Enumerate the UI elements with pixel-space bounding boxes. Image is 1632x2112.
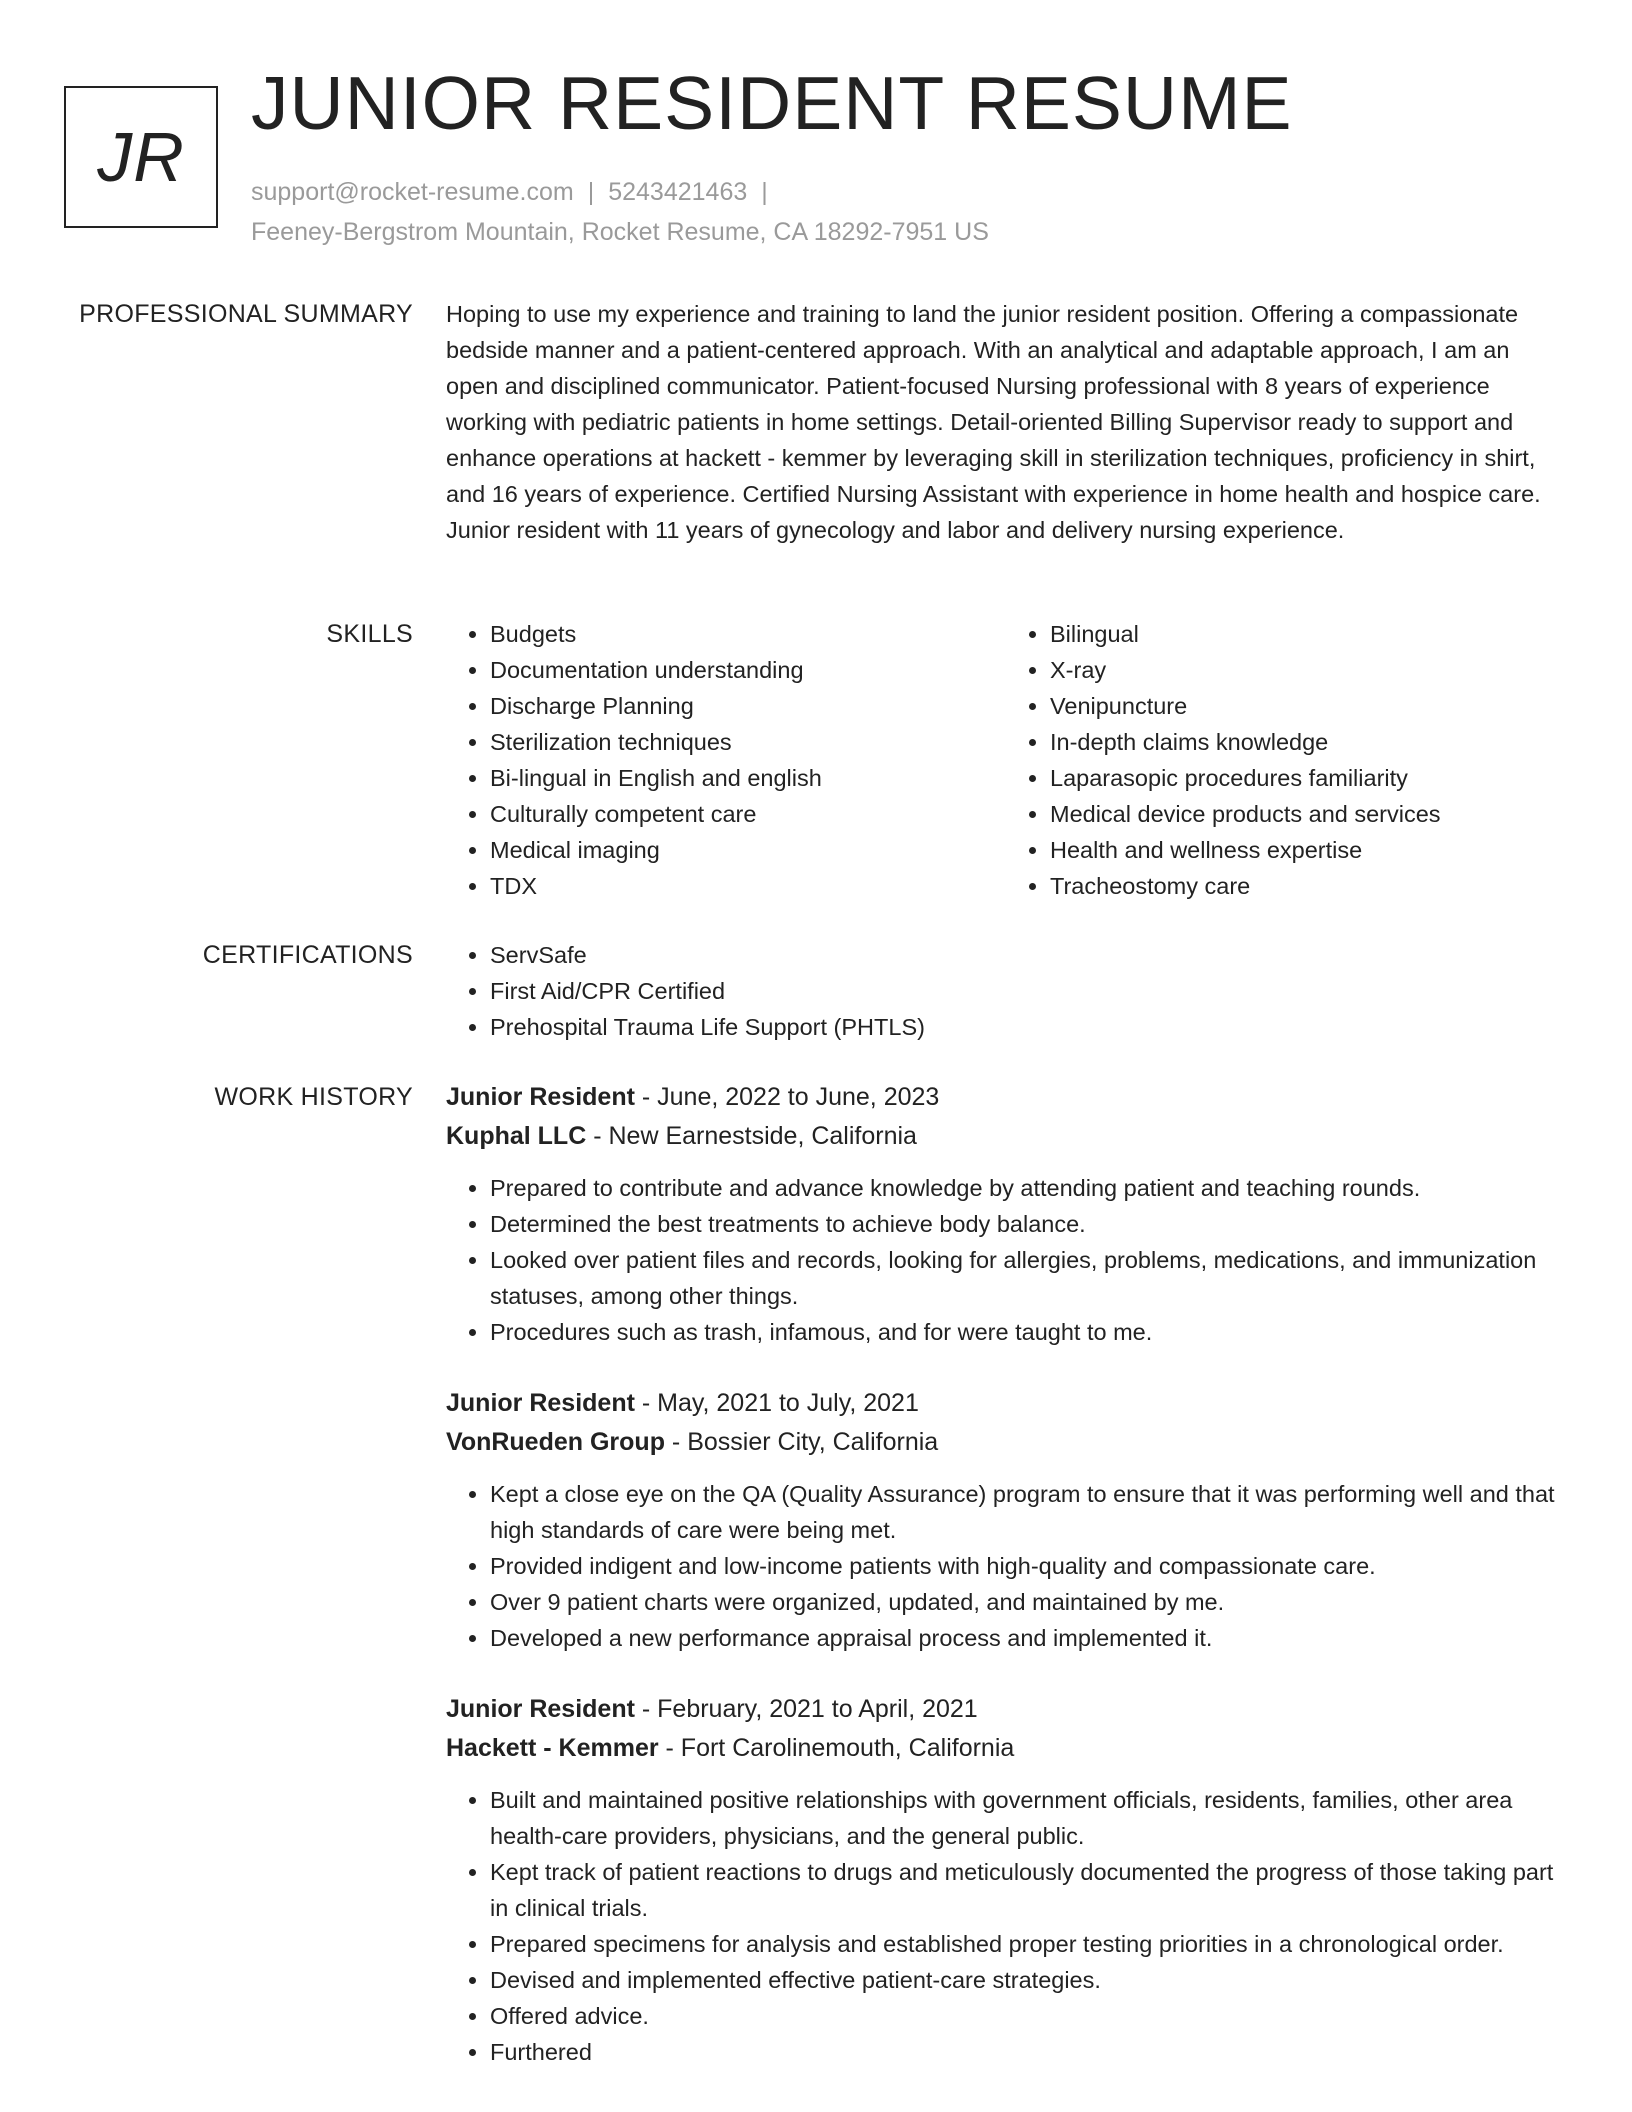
job-bullet: • Kept track of patient reactions to drugs and meticulously documented the progress of those taking part in clinical trials. <box>490 1854 1566 1926</box>
job-bullet: • Provided indigent and low-income patients with high-quality and compassionate care. <box>490 1548 1566 1584</box>
job-responsibilities <box>446 1476 1566 1656</box>
skill-item: • Health and wellness expertise <box>1050 832 1566 868</box>
skills-columns <box>446 616 1566 904</box>
job-responsibilities <box>446 1782 1566 2070</box>
job-dates: - June, 2022 to June, 2023 <box>634 1083 940 1111</box>
job-bullet: • Procedures such as trash, infamous, and for were taught to me. <box>490 1314 1566 1350</box>
monogram-initials: JR <box>64 86 218 228</box>
job-location: - Bossier City, California <box>664 1428 939 1456</box>
contact-line-1 <box>251 172 989 212</box>
job-title-line <box>446 1690 1566 1729</box>
resume-title: JUNIOR RESIDENT RESUME <box>251 61 1293 145</box>
job-bullet: • Offered advice. <box>490 1998 1566 2034</box>
job-bullet: • Prepared specimens for analysis and established proper testing priorities in a chronological order. <box>490 1926 1566 1962</box>
job-bullet: • Over 9 patient charts were organized, updated, and maintained by me. <box>490 1584 1566 1620</box>
job-entry <box>446 1690 1566 2070</box>
job-bullet: • Kept a close eye on the QA (Quality Assurance) program to ensure that it was performing well and that high standards of care were being met. <box>490 1476 1566 1548</box>
job-bullet: • Developed a new performance appraisal process and implemented it. <box>490 1620 1566 1656</box>
job-bullet: • Devised and implemented effective patient-care strategies. <box>490 1962 1566 1998</box>
skills-list-right <box>1006 616 1566 904</box>
job-title-line <box>446 1078 1566 1117</box>
skill-item: • Medical imaging <box>490 832 1006 868</box>
job-company: Kuphal LLC <box>446 1122 587 1150</box>
skill-item: • Budgets <box>490 616 1006 652</box>
summary-text: Hoping to use my experience and training to land the junior resident position. Offering a compassionate bedside manner and a patient-centered approach. With an analytical and adaptable approach, I am an open and disciplined communicator. Patient-focused Nursing professional with 8 years of experience working with pediatric patients in home settings. Detail-oriented Billing Supervisor ready to support and enhance operations at hackett - kemmer by leveraging skill in sterilization techniques, proficiency in shirt, and 16 years of experience. Certified Nursing Assistant with experience in home health and hospice care. Junior resident with 11 years of gynecology and labor and delivery nursing experience. <box>446 301 1541 543</box>
skill-item: • Bi-lingual in English and english <box>490 760 1006 796</box>
contact-email: support@rocket-resume.com <box>251 178 574 206</box>
skill-item: • Venipuncture <box>1050 688 1566 724</box>
work-history-body <box>446 1078 1566 2104</box>
job-title: Junior Resident <box>446 1389 635 1417</box>
job-company: Hackett - Kemmer <box>446 1734 659 1762</box>
job-company-line <box>446 1423 1566 1462</box>
job-company-line <box>446 1729 1566 1768</box>
certification-item: • First Aid/CPR Certified <box>490 973 1566 1009</box>
skill-item: • Culturally competent care <box>490 796 1006 832</box>
skill-item: • Discharge Planning <box>490 688 1006 724</box>
skill-item: • Medical device products and services <box>1050 796 1566 832</box>
skill-item: • Tracheostomy care <box>1050 868 1566 904</box>
job-dates: - February, 2021 to April, 2021 <box>634 1695 978 1723</box>
section-label-work-history: WORK HISTORY <box>214 1083 413 1111</box>
certifications-list <box>446 937 1566 1045</box>
certification-item: • ServSafe <box>490 937 1566 973</box>
job-bullet: • Built and maintained positive relationships with government officials, residents, families, other area health-care providers, physicians, and the general public. <box>490 1782 1566 1854</box>
job-location: - New Earnestside, California <box>586 1122 917 1150</box>
job-title: Junior Resident <box>446 1083 635 1111</box>
job-entry <box>446 1384 1566 1656</box>
job-title: Junior Resident <box>446 1695 635 1723</box>
section-label-certifications: CERTIFICATIONS <box>202 941 413 969</box>
job-company: VonRueden Group <box>446 1428 665 1456</box>
certifications-body <box>446 937 1566 1045</box>
job-bullet: • Determined the best treatments to achieve body balance. <box>490 1206 1566 1242</box>
skill-item: • Bilingual <box>1050 616 1566 652</box>
job-dates: - May, 2021 to July, 2021 <box>634 1389 919 1417</box>
contact-phone: 5243421463 <box>608 178 748 206</box>
contact-info <box>251 172 989 252</box>
skill-item: • Laparasopic procedures familiarity <box>1050 760 1566 796</box>
job-location: - Fort Carolinemouth, California <box>658 1734 1015 1762</box>
section-label-summary: PROFESSIONAL SUMMARY <box>79 300 413 328</box>
skill-item: • In-depth claims knowledge <box>1050 724 1566 760</box>
job-responsibilities <box>446 1170 1566 1350</box>
job-entry <box>446 1078 1566 1350</box>
skill-item: • Documentation understanding <box>490 652 1006 688</box>
contact-separator: | <box>587 178 595 206</box>
skill-item: • TDX <box>490 868 1006 904</box>
contact-separator: | <box>761 178 768 206</box>
job-bullet: • Looked over patient files and records, looking for allergies, problems, medications, and immunization statuses, among other things. <box>490 1242 1566 1314</box>
job-company-line <box>446 1117 1566 1156</box>
certification-item: • Prehospital Trauma Life Support (PHTLS) <box>490 1009 1566 1045</box>
job-bullet: • Prepared to contribute and advance knowledge by attending patient and teaching rounds. <box>490 1170 1566 1206</box>
skill-item: • X-ray <box>1050 652 1566 688</box>
contact-address: Feeney-Bergstrom Mountain, Rocket Resume, CA 18292-7951 US <box>251 218 989 246</box>
section-label-skills: SKILLS <box>326 620 413 648</box>
skill-item: • Sterilization techniques <box>490 724 1006 760</box>
job-title-line <box>446 1384 1566 1423</box>
job-bullet: • Furthered <box>490 2034 1566 2070</box>
skills-list-left <box>446 616 1006 904</box>
